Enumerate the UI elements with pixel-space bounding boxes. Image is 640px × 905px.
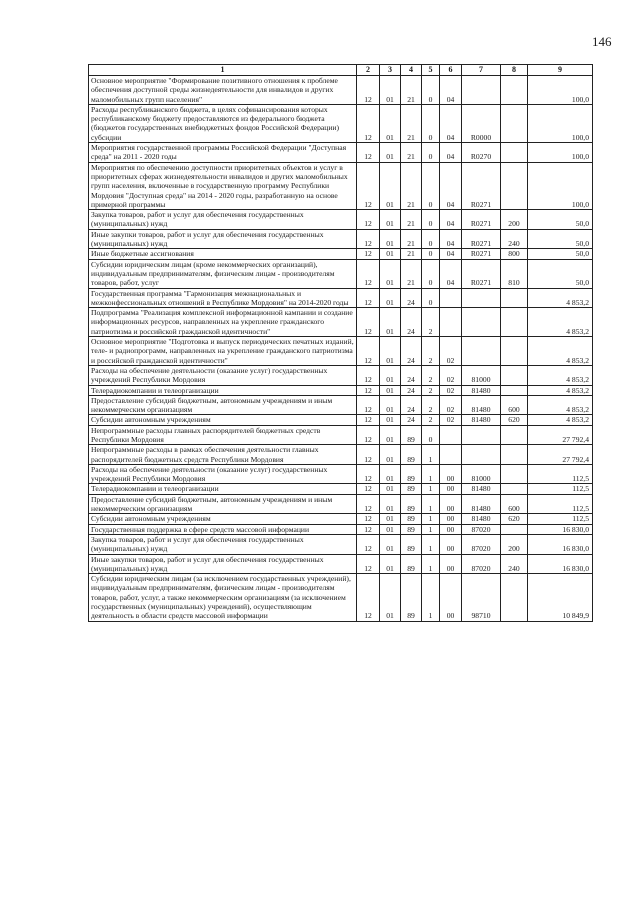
row-code: 240 [501,554,528,574]
row-code: 01 [380,249,401,259]
row-code: 1 [422,574,440,621]
row-code: 89 [401,445,422,465]
header-cell: 6 [440,65,462,76]
row-code: 00 [440,554,462,574]
row-code [440,288,462,308]
row-code: 01 [380,534,401,554]
row-code: 21 [401,104,422,142]
row-code: 01 [380,365,401,385]
row-code [462,288,501,308]
row-code: R0271 [462,229,501,249]
row-code: 2 [422,395,440,415]
row-code: 01 [380,524,401,534]
row-code: 01 [380,395,401,415]
table-row [89,554,593,574]
row-code: 81000 [462,464,501,484]
row-code: 200 [501,534,528,554]
table-row [89,494,593,514]
table-row [89,395,593,415]
row-code: 01 [380,415,401,425]
row-code: 00 [440,574,462,621]
row-amount: 4 853,2 [528,308,593,337]
row-code: 00 [440,514,462,524]
row-code: 01 [380,259,401,288]
row-description: Мероприятия государственной программы Российской Федерации "Доступная среда" на 2011 - 2020 годы [89,143,357,163]
row-code: 12 [357,534,380,554]
table-row [89,415,593,425]
row-code: 12 [357,494,380,514]
table-row [89,534,593,554]
row-code: 12 [357,395,380,415]
row-code: 1 [422,534,440,554]
row-description: Субсидии юридическим лицам (за исключением государственных учреждений), индивидуальным предпринимателям, физическим лицам - производителям товаров, работ, услуг, а также некоммерческим организациям (за исключением государственных (муниципальных) учреждений), осуществляющим деятельность в области средств массовой информации [89,574,357,621]
row-code: 01 [380,210,401,230]
row-description: Непрограммные расходы в рамках обеспечения деятельности главных распорядителей бюджетных средств Республики Мордовия [89,445,357,465]
row-code: 02 [440,337,462,366]
row-code: R0270 [462,143,501,163]
row-description: Основное мероприятие "Подготовка и выпуск периодических печатных изданий, теле- и радиопрограмм, направленных на укрепление гражданского патриотизма и российской гражданской идентичности" [89,337,357,366]
row-description: Предоставление субсидий бюджетным, автономным учреждениям и иным некоммерческим организациям [89,395,357,415]
row-code [440,425,462,445]
row-code: 21 [401,162,422,209]
row-amount: 4 853,2 [528,395,593,415]
row-code: 01 [380,143,401,163]
row-code: 89 [401,494,422,514]
row-code [501,385,528,395]
row-code: 89 [401,524,422,534]
row-code: 12 [357,76,380,105]
row-code: 12 [357,425,380,445]
row-code [501,288,528,308]
row-code: 87020 [462,524,501,534]
row-code: 02 [440,395,462,415]
header-cell: 3 [380,65,401,76]
row-amount: 112,5 [528,514,593,524]
row-code [462,337,501,366]
row-code: 81480 [462,484,501,494]
row-code: 04 [440,143,462,163]
row-amount: 4 853,2 [528,415,593,425]
row-code: 2 [422,308,440,337]
row-code: 12 [357,554,380,574]
row-description: Закупка товаров, работ и услуг для обеспечения государственных (муниципальных) нужд [89,534,357,554]
row-code: 12 [357,415,380,425]
row-description: Непрограммные расходы главных распорядителей бюджетных средств Республики Мордовия [89,425,357,445]
row-code: 00 [440,534,462,554]
row-code: 89 [401,484,422,494]
row-code [501,308,528,337]
row-code: 01 [380,484,401,494]
row-code: R0271 [462,210,501,230]
row-code: 12 [357,445,380,465]
row-amount: 112,5 [528,484,593,494]
row-code: 24 [401,337,422,366]
row-code: 620 [501,514,528,524]
row-code: 02 [440,415,462,425]
row-code: 04 [440,249,462,259]
row-code: 0 [422,210,440,230]
table-row [89,425,593,445]
table-row [89,259,593,288]
row-code: 01 [380,464,401,484]
row-description: Основное мероприятие "Формирование позитивного отношения к проблеме обеспечения доступной среды жизнедеятельности для инвалидов и других маломобильных групп населения" [89,76,357,105]
row-code: 12 [357,210,380,230]
table-row [89,143,593,163]
row-description: Телерадиокомпании и телеорганизации [89,385,357,395]
header-row [89,65,593,76]
row-code: 2 [422,365,440,385]
row-code [501,143,528,163]
row-code: 1 [422,494,440,514]
table-row [89,104,593,142]
row-code: 12 [357,288,380,308]
row-code: 12 [357,249,380,259]
row-code: 81480 [462,415,501,425]
header-cell: 4 [401,65,422,76]
row-amount: 50,0 [528,210,593,230]
row-code [501,104,528,142]
row-code: 240 [501,229,528,249]
row-code: R0000 [462,104,501,142]
row-code: 89 [401,574,422,621]
row-code: 12 [357,464,380,484]
row-code [501,162,528,209]
row-code [501,574,528,621]
row-code: 01 [380,337,401,366]
row-code: 89 [401,534,422,554]
row-code: 00 [440,464,462,484]
row-code: 00 [440,494,462,514]
row-code: 04 [440,229,462,249]
row-code: 12 [357,484,380,494]
row-amount: 27 792,4 [528,445,593,465]
table-row [89,76,593,105]
row-amount: 100,0 [528,162,593,209]
row-code: 2 [422,415,440,425]
row-amount: 4 853,2 [528,288,593,308]
row-code [501,464,528,484]
row-code: 12 [357,524,380,534]
table-row [89,229,593,249]
table-row [89,574,593,621]
row-code: 12 [357,259,380,288]
row-code: 01 [380,229,401,249]
row-code: 1 [422,554,440,574]
table-row [89,308,593,337]
row-amount: 16 830,0 [528,534,593,554]
row-description: Субсидии автономным учреждениям [89,415,357,425]
row-amount: 4 853,2 [528,337,593,366]
row-description: Расходы республиканского бюджета, в целях софинансирования которых республиканскому бюджету предоставляются из федерального бюджета (бюджетов государственных внебюджетных фондов Российской Федерации) субсидии [89,104,357,142]
row-code: 0 [422,425,440,445]
row-code: 04 [440,76,462,105]
row-code: R0271 [462,259,501,288]
table-row [89,514,593,524]
row-code: 24 [401,385,422,395]
row-code: 12 [357,385,380,395]
row-code: 12 [357,308,380,337]
row-code: 24 [401,395,422,415]
row-description: Закупка товаров, работ и услуг для обеспечения государственных (муниципальных) нужд [89,210,357,230]
row-code: 21 [401,229,422,249]
row-code: 12 [357,574,380,621]
row-code: 0 [422,76,440,105]
row-amount: 16 830,0 [528,554,593,574]
row-code [440,308,462,337]
row-amount: 50,0 [528,259,593,288]
row-code: 12 [357,337,380,366]
row-code: R0271 [462,249,501,259]
row-code: 81000 [462,365,501,385]
table-row [89,445,593,465]
row-code: 0 [422,259,440,288]
header-cell: 8 [501,65,528,76]
row-code: 81480 [462,514,501,524]
header-cell: 5 [422,65,440,76]
page-number: 146 [592,34,612,49]
row-description: Государственная программа "Гармонизация межнациональных и межконфессиональных отношений в Республике Мордовия" на 2014-2020 годы [89,288,357,308]
row-code: 89 [401,425,422,445]
row-amount: 10 849,9 [528,574,593,621]
row-amount: 16 830,0 [528,524,593,534]
row-description: Иные бюджетные ассигнования [89,249,357,259]
header-cell: 2 [357,65,380,76]
row-code: 04 [440,162,462,209]
row-code: 12 [357,143,380,163]
row-code: 89 [401,554,422,574]
row-code: 98710 [462,574,501,621]
table-row [89,484,593,494]
row-code [501,425,528,445]
row-code: 04 [440,210,462,230]
row-code: R0271 [462,162,501,209]
row-code: 01 [380,162,401,209]
budget-table [88,64,593,622]
row-code: 01 [380,104,401,142]
row-code [462,76,501,105]
row-amount: 100,0 [528,104,593,142]
row-amount: 4 853,2 [528,385,593,395]
row-code [501,484,528,494]
row-description: Расходы на обеспечение деятельности (оказание услуг) государственных учреждений Республики Мордовия [89,464,357,484]
row-code: 200 [501,210,528,230]
row-code: 00 [440,524,462,534]
row-code: 1 [422,445,440,465]
row-amount: 100,0 [528,143,593,163]
row-code [501,524,528,534]
row-description: Субсидии автономным учреждениям [89,514,357,524]
row-code [440,445,462,465]
row-code: 01 [380,494,401,514]
header-cell: 1 [89,65,357,76]
table-row [89,337,593,366]
header-cell: 9 [528,65,593,76]
table-row [89,365,593,385]
row-code: 1 [422,524,440,534]
row-code: 12 [357,229,380,249]
row-code [501,337,528,366]
row-code [462,308,501,337]
row-code: 01 [380,385,401,395]
row-description: Иные закупки товаров, работ и услуг для обеспечения государственных (муниципальных) нужд [89,554,357,574]
row-code: 21 [401,249,422,259]
row-code [501,365,528,385]
row-code: 01 [380,574,401,621]
row-amount: 4 853,2 [528,365,593,385]
row-description: Подпрограмма "Реализация комплексной информационной кампании и создание информационных ресурсов, направленных на укрепление гражданского патриотизма и российской гражданской идентичности" [89,308,357,337]
row-code [462,425,501,445]
row-description: Государственная поддержка в сфере средств массовой информации [89,524,357,534]
row-code: 21 [401,259,422,288]
row-description: Субсидии юридическим лицам (кроме некоммерческих организаций), индивидуальным предпринимателям, физическим лицам - производителям товаров, работ, услуг [89,259,357,288]
row-code: 12 [357,365,380,385]
row-amount: 50,0 [528,229,593,249]
row-code: 21 [401,76,422,105]
table-row [89,249,593,259]
row-code: 24 [401,308,422,337]
table-row [89,385,593,395]
row-code: 1 [422,464,440,484]
row-code: 01 [380,308,401,337]
row-code: 12 [357,162,380,209]
row-code: 0 [422,288,440,308]
row-code: 24 [401,415,422,425]
row-code: 620 [501,415,528,425]
row-code: 24 [401,288,422,308]
row-code [501,76,528,105]
row-description: Предоставление субсидий бюджетным, автономным учреждениям и иным некоммерческим организациям [89,494,357,514]
row-code: 01 [380,554,401,574]
row-code: 89 [401,514,422,524]
row-code: 0 [422,229,440,249]
row-code: 81480 [462,385,501,395]
row-description: Расходы на обеспечение деятельности (оказание услуг) государственных учреждений Республики Мордовия [89,365,357,385]
row-code: 04 [440,104,462,142]
row-code: 600 [501,494,528,514]
row-code: 1 [422,514,440,524]
row-code: 00 [440,484,462,494]
row-amount: 112,5 [528,464,593,484]
row-code: 87020 [462,534,501,554]
row-code: 89 [401,464,422,484]
table-row [89,162,593,209]
row-code: 81480 [462,494,501,514]
row-description: Телерадиокомпании и телеорганизации [89,484,357,494]
row-code: 1 [422,484,440,494]
row-code: 0 [422,143,440,163]
row-code: 87020 [462,554,501,574]
row-code: 0 [422,162,440,209]
row-code [462,445,501,465]
row-code: 12 [357,514,380,524]
row-amount: 50,0 [528,249,593,259]
row-code: 12 [357,104,380,142]
row-description: Мероприятия по обеспечению доступности приоритетных объектов и услуг в приоритетных сферах жизнедеятельности инвалидов и других маломобильных групп населения, включенные в государственную программу Республики Мордовия "Доступная среда" на 2014 - 2020 годы, разработанную на основе примерной программы [89,162,357,209]
row-code: 21 [401,210,422,230]
row-code: 2 [422,385,440,395]
row-code: 01 [380,288,401,308]
row-code: 600 [501,395,528,415]
row-code: 02 [440,385,462,395]
row-code: 02 [440,365,462,385]
row-code: 21 [401,143,422,163]
table-row [89,288,593,308]
row-code: 2 [422,337,440,366]
row-code: 01 [380,425,401,445]
row-description: Иные закупки товаров, работ и услуг для обеспечения государственных (муниципальных) нужд [89,229,357,249]
row-amount: 112,5 [528,494,593,514]
row-amount: 100,0 [528,76,593,105]
table-row [89,524,593,534]
row-code: 01 [380,514,401,524]
row-code: 0 [422,104,440,142]
row-code: 01 [380,76,401,105]
row-code: 0 [422,249,440,259]
row-code: 04 [440,259,462,288]
row-code: 800 [501,249,528,259]
row-code: 24 [401,365,422,385]
header-cell: 7 [462,65,501,76]
table-row [89,464,593,484]
row-code [501,445,528,465]
table-row [89,210,593,230]
row-amount: 27 792,4 [528,425,593,445]
row-code: 81480 [462,395,501,415]
row-code: 810 [501,259,528,288]
row-code: 01 [380,445,401,465]
